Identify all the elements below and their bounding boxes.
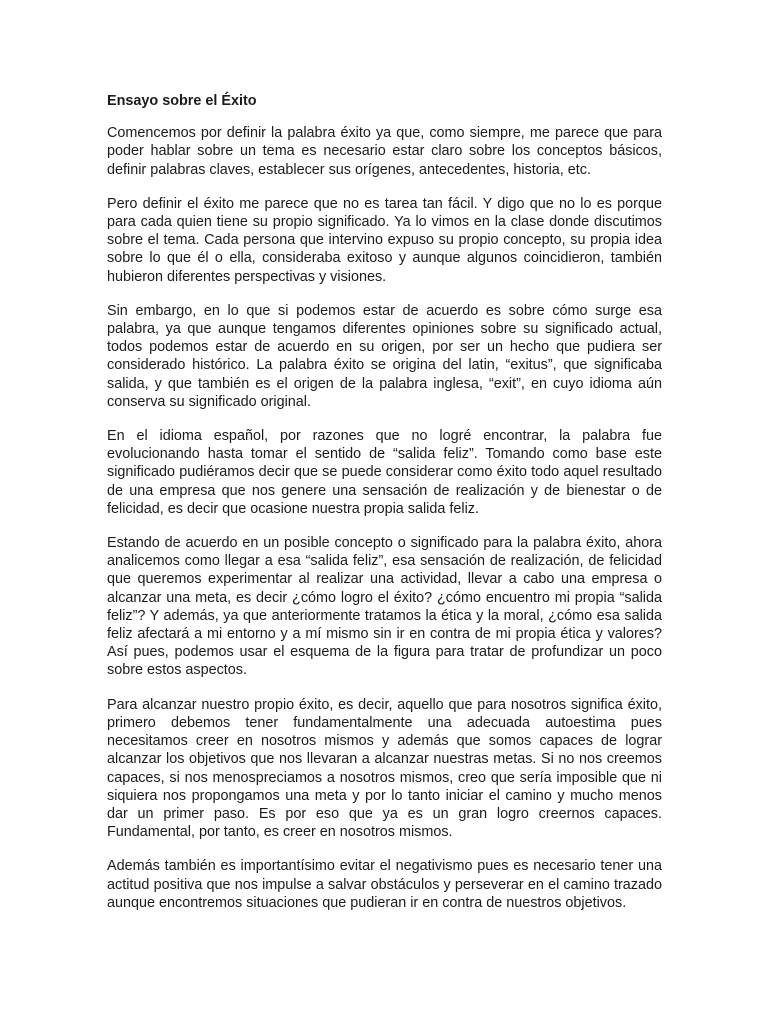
- document-title: Ensayo sobre el Éxito: [107, 93, 257, 109]
- document-body: [107, 92, 662, 928]
- paragraph: Pero definir el éxito me parece que no es tarea tan fácil. Y digo que no lo es porque para cada quien tiene su propio significado. Ya lo vimos en la clase donde discutimos sobre el tema. Cada persona que intervino expuso su propio concepto, su propia idea sobre lo que él o ella, consideraba exitoso y aunque algunos coincidieron, también hubieron diferentes perspectivas y visiones.: [107, 195, 662, 285]
- paragraph: Estando de acuerdo en un posible concepto o significado para la palabra éxito, ahora analicemos como llegar a esa “salida feliz”, esa sensación de realización, de felicidad que queremos experimentar al realizar una actividad, llevar a cabo una empresa o alcanzar una meta, es decir ¿cómo logro el éxito? ¿cómo encuentro mi propia “salida feliz”? Y además, ya que anteriormente tratamos la ética y la moral, ¿cómo esa salida feliz afectará a mi entorno y a mí mismo sin ir en contra de mi propia ética y valores? Así pues, podemos usar el esquema de la figura para tratar de profundizar un poco sobre estos aspectos.: [107, 535, 662, 679]
- paragraph: Además también es importantísimo evitar el negativismo pues es necesario tener una actitud positiva que nos impulse a salvar obstáculos y perseverar en el camino trazado aunque encontremos situaciones que pudieran ir en contra de nuestros objetivos.: [107, 858, 662, 911]
- paragraph: Para alcanzar nuestro propio éxito, es decir, aquello que para nosotros significa éxito, primero debemos tener fundamentalmente una adecuada autoestima pues necesitamos creer en nosotros mismos y además que somos capaces de lograr alcanzar los objetivos que nos llevaran a alcanzar nuestras metas. Si no nos creemos capaces, si nos menospreciamos a nosotros mismos, creo que sería imposible que ni siquiera nos propongamos una meta y por lo tanto iniciar el camino y mucho menos dar un primer paso. Es por eso que ya es un gran logro creernos capaces. Fundamental, por tanto, es creer en nosotros mismos.: [107, 696, 662, 841]
- paragraph: Sin embargo, en lo que si podemos estar de acuerdo es sobre cómo surge esa palabra, ya que aunque tengamos diferentes opiniones sobre su significado actual, todos podemos estar de acuerdo en su origen, por ser un hecho que pudiera ser considerado histórico. La palabra éxito se origina del latin, “exitus”, que significaba salida, y que también es el origen de la palabra inglesa, “exit”, en cuyo idioma aún conserva su significado original.: [107, 302, 662, 410]
- paragraph: Comencemos por definir la palabra éxito ya que, como siempre, me parece que para poder hablar sobre un tema es necesario estar claro sobre los conceptos básicos, definir palabras claves, establecer sus orígenes, antecedentes, historia, etc.: [107, 125, 662, 178]
- paragraph: En el idioma español, por razones que no logré encontrar, la palabra fue evolucionando hasta tomar el sentido de “salida feliz”. Tomando como base este significado pudiéramos decir que se puede considerar como éxito todo aquel resultado de una empresa que nos genere una sensación de realización y de bienestar o de felicidad, es decir que ocasione nuestra propia salida feliz.: [107, 428, 662, 517]
